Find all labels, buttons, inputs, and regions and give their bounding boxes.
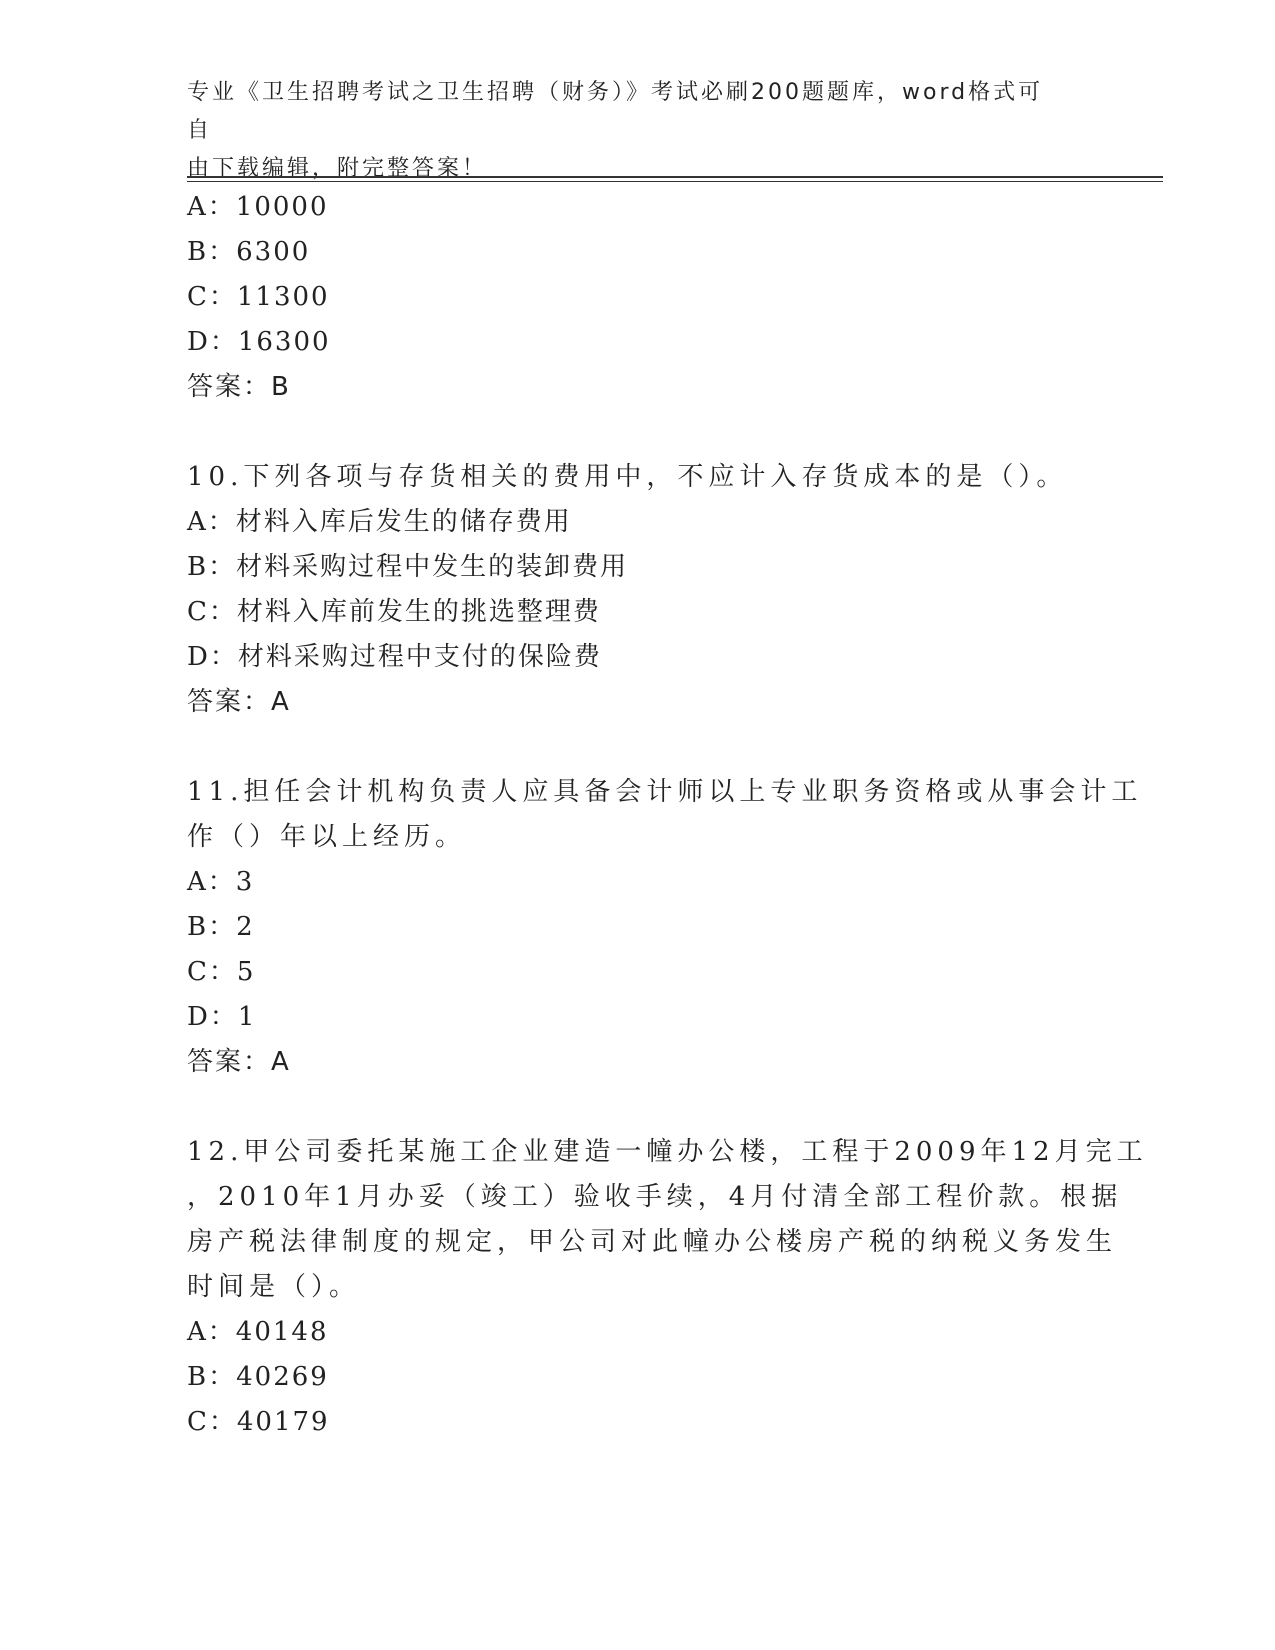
option-a: A：材料入库后发生的储存费用 [187, 507, 572, 537]
option-b: B：6300 [187, 237, 311, 267]
header-divider-thick [187, 176, 1163, 178]
question-12-text: 12.甲公司委托某施工企业建造一幢办公楼，工程于2009年12月完工 [187, 1137, 1148, 1167]
header-line-1: 专业《卫生招聘考试之卫生招聘（财务）》考试必刷200题题库，word格式可自 [187, 80, 1044, 143]
question-12-text-cont: 时间是（）。 [187, 1272, 361, 1302]
option-a: A：40148 [187, 1317, 329, 1347]
option-c: C：5 [187, 957, 256, 987]
question-12-text-cont: ，2010年1月办妥（竣工）验收手续，4月付清全部工程价款。根据 [187, 1182, 1123, 1212]
document-header [187, 74, 1067, 188]
option-c: C：40179 [187, 1407, 330, 1437]
question-11-text: 11.担任会计机构负责人应具备会计师以上专业职务资格或从事会计工 [187, 777, 1143, 807]
option-c: C：材料入库前发生的挑选整理费 [187, 597, 601, 627]
option-b: B：2 [187, 912, 255, 942]
answer: 答案：A [187, 687, 291, 717]
option-d: D：1 [187, 1002, 257, 1032]
question-10-text: 10.下列各项与存货相关的费用中，不应计入存货成本的是（）。 [187, 462, 1068, 492]
answer: 答案：B [187, 372, 291, 402]
option-b: B：40269 [187, 1362, 329, 1392]
question-12-text-cont: 房产税法律制度的规定，甲公司对此幢办公楼房产税的纳税义务发生 [187, 1227, 1118, 1257]
option-c: C：11300 [187, 282, 330, 312]
header-divider-thin [187, 181, 1163, 182]
option-b: B：材料采购过程中发生的装卸费用 [187, 552, 629, 582]
option-d: D：16300 [187, 327, 331, 357]
answer: 答案：A [187, 1047, 291, 1077]
option-d: D：材料采购过程中支付的保险费 [187, 642, 602, 672]
header-line-2: 由下载编辑，附完整答案！ [187, 156, 488, 181]
question-11-text-cont: 作（）年以上经历。 [187, 822, 467, 852]
option-a: A：3 [187, 867, 255, 897]
option-a: A：10000 [187, 192, 329, 222]
